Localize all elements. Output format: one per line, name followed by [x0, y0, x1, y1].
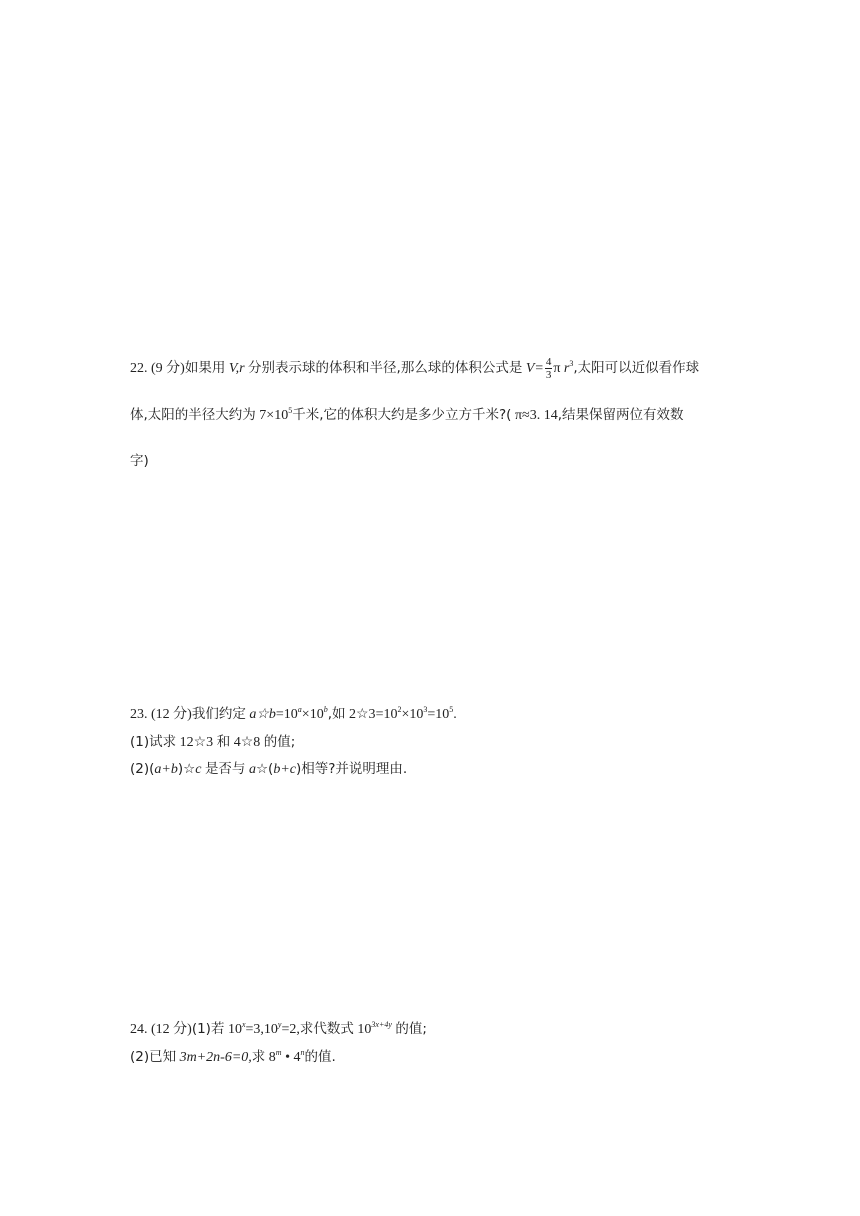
q23-example: 2☆3 — [349, 707, 376, 722]
q22-line-3 — [130, 449, 149, 470]
q23-part2-a: (2)( — [130, 761, 155, 777]
q23-ex-eq2: =10 — [427, 707, 450, 722]
q24-cond2: 10 — [263, 1022, 278, 1037]
q23-line-1 — [130, 702, 457, 723]
q24-line-1 — [130, 1017, 427, 1038]
q22-r: r — [563, 361, 570, 376]
q23-part1-a: (1)试求 — [130, 734, 177, 750]
q22-text-6: ,结果保留两位有效数 — [557, 407, 684, 423]
q24-base1: 8 — [268, 1050, 276, 1065]
q24-cond1-exp: x — [241, 1020, 246, 1029]
q22-frac-num: 4 — [545, 356, 552, 369]
q24-line-2 — [130, 1045, 336, 1066]
q23-def-times: ×10 — [301, 707, 324, 722]
q24-cond2-val: =2, — [281, 1022, 300, 1037]
q23-part2-ab: a+b — [154, 762, 178, 777]
q22-pi: π — [553, 361, 561, 376]
q24-cond1: 10 — [227, 1022, 242, 1037]
q23-part1-expr1: 12☆3 — [179, 735, 214, 750]
q23-part2-mid: 是否与 — [204, 761, 246, 777]
q22-r-exp: 3 — [569, 359, 574, 368]
q23-ex-eq1: =10 — [375, 707, 398, 722]
q22-text-5: 千米,它的体积大约是多少立方千米?( — [292, 407, 512, 423]
q23-ex-exp2: 3 — [423, 705, 428, 714]
q22-radius-exp: 5 — [288, 406, 293, 415]
q22-vars: V,r — [228, 361, 245, 376]
q23-line-3 — [130, 757, 407, 778]
q23-line-2 — [130, 730, 295, 751]
q22-number: 22. (9 分) — [130, 361, 185, 376]
q24-text-3: 的值; — [395, 1021, 427, 1037]
q23-def-exp-b: b — [323, 705, 328, 714]
q24-dot: • — [281, 1050, 294, 1065]
q23-text-2: ,如 — [327, 706, 346, 722]
q22-text-2: 分别表示球的体积和半径,那么球的体积公式是 — [248, 360, 523, 376]
q23-ex-exp1: 2 — [397, 705, 402, 714]
q22-frac-den: 3 — [545, 369, 552, 382]
q24-part2-end: 的值. — [304, 1049, 336, 1065]
q22-line-1 — [130, 356, 699, 381]
q23-def-eq: =10 — [275, 707, 298, 722]
q22-formula-v: V= — [525, 361, 544, 376]
q23-part1-and: 和 — [216, 734, 231, 750]
q24-text-1: (1)若 — [191, 1021, 225, 1037]
q22-text-3: ,太阳可以近似看作球 — [573, 360, 700, 376]
q24-exp1: m — [275, 1048, 282, 1057]
q23-part2-end: )相等?并说明理由. — [295, 761, 408, 777]
q22-pi-approx: π≈3. 14 — [514, 408, 558, 423]
q24-cond2-exp: y — [277, 1020, 282, 1029]
q23-def-exp-a: a — [297, 705, 302, 714]
q22-text-4: 体,太阳的半径大约为 — [130, 407, 256, 423]
q24-expr: 10 — [357, 1022, 372, 1037]
q22-text-1: 如果用 — [184, 360, 226, 376]
q23-part2-b: )☆ — [177, 761, 196, 777]
q23-number: 23. (12 分) — [130, 707, 192, 722]
q23-ex-times: ×10 — [401, 707, 424, 722]
q23-part1-expr2: 4☆8 — [233, 735, 261, 750]
q23-text-1: 我们约定 — [191, 706, 246, 722]
q24-part2-a: (2)已知 — [130, 1049, 177, 1065]
q24-part2-eq: 3m+2n-6=0, — [179, 1050, 252, 1065]
q23-part2-a2: a — [248, 762, 256, 777]
q24-part2-b: 求 — [251, 1049, 266, 1065]
q24-base2: 4 — [293, 1050, 301, 1065]
q23-part2-star: ☆( — [255, 761, 274, 777]
q23-part1-b: 的值; — [263, 734, 296, 750]
q22-radius: 7×10 — [259, 408, 289, 423]
q23-ex-end: . — [453, 707, 457, 722]
q24-exp2: n — [300, 1048, 305, 1057]
q24-cond1-val: =3, — [245, 1022, 264, 1037]
q22-line-2 — [130, 403, 684, 424]
q24-expr-exp: 3x+4y — [371, 1020, 392, 1029]
q22-text-7: 字) — [130, 453, 149, 469]
q23-ex-exp3: 5 — [449, 705, 454, 714]
q23-part2-c: c — [195, 762, 202, 777]
q24-text-2: 求代数式 — [299, 1021, 354, 1037]
q24-number: 24. (12 分) — [130, 1022, 192, 1037]
q23-part2-bc: b+c — [273, 762, 296, 777]
q22-fraction — [545, 356, 553, 381]
q23-def-lhs: a☆b — [249, 707, 276, 722]
